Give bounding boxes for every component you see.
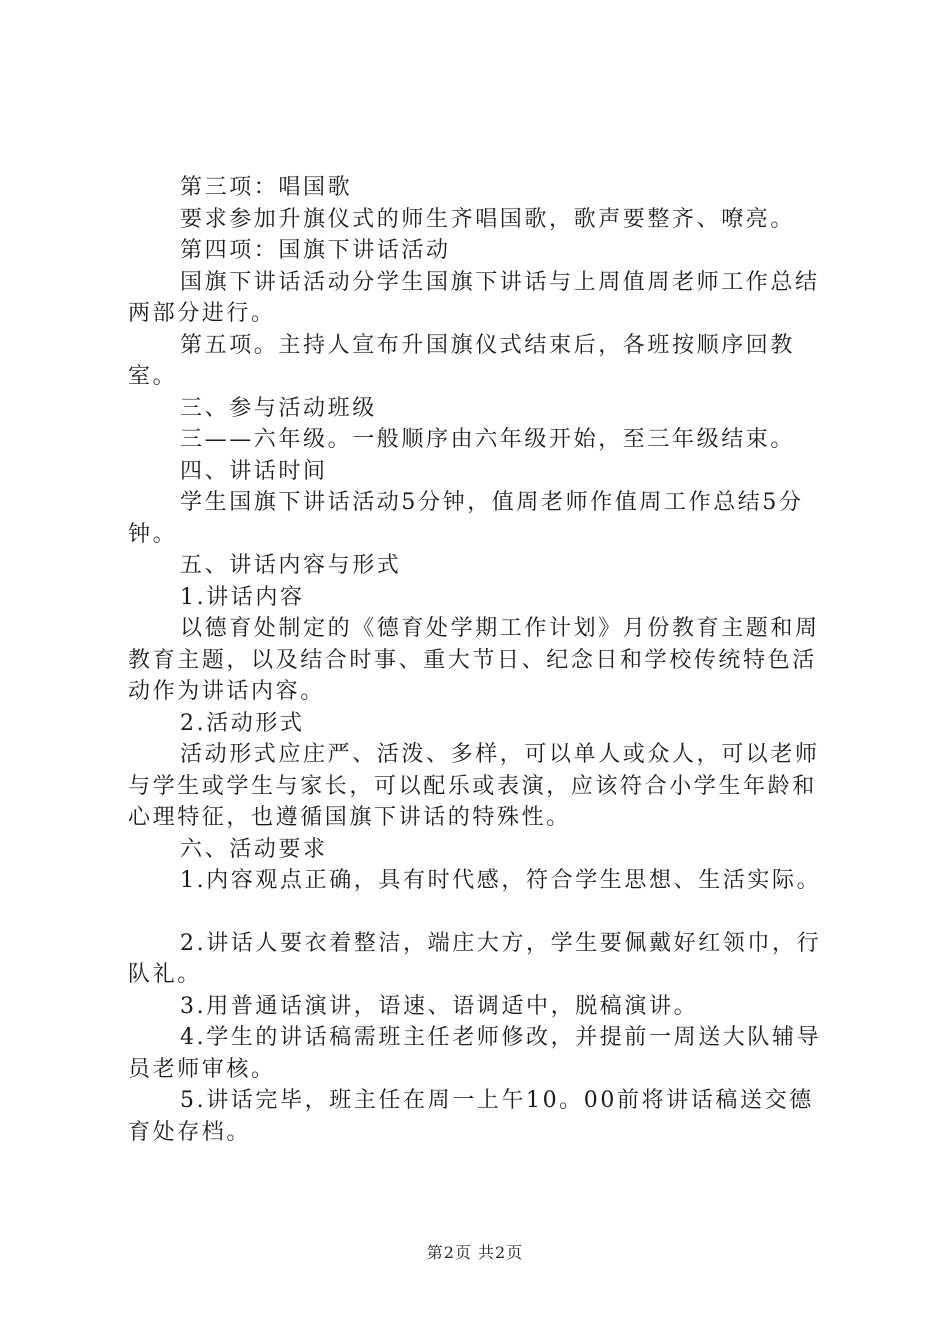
section-heading-time: 四、讲话时间 (180, 458, 328, 484)
section-heading-classes: 三、参与活动班级 (180, 395, 377, 421)
requirement-4: 4.学生的讲话稿需班主任老师修改，并提前一周送大队辅导员老师审核。 (128, 1025, 822, 1082)
page-footer: 第2页 共2页 (426, 1243, 524, 1262)
requirement-5: 5.讲话完毕，班主任在周一上午10。00前将讲话稿送交德育处存档。 (128, 1088, 814, 1145)
subheading-form: 2.活动形式 (180, 710, 305, 736)
paragraph-sing-anthem: 要求参加升旗仪式的师生齐唱国歌，歌声要整齐、嘹亮。 (180, 206, 796, 232)
document-body (128, 172, 838, 1148)
paragraph-item-4-heading: 第四项：国旗下讲话活动 (180, 238, 451, 263)
paragraph-classes: 三——六年级。一般顺序由六年级开始，至三年级结束。 (180, 427, 796, 452)
requirement-2: 2.讲话人要衣着整洁，端庄大方，学生要佩戴好红领巾，行队礼。 (128, 930, 822, 987)
requirement-3: 3.用普通话演讲，语速、语调适中，脱稿演讲。 (180, 993, 699, 1019)
subheading-content: 1.讲话内容 (180, 584, 305, 610)
paragraph-time: 学生国旗下讲话活动5分钟，值周老师作值周工作总结5分钟。 (128, 490, 804, 547)
section-heading-content-form: 五、讲话内容与形式 (180, 553, 402, 578)
section-heading-requirements: 六、活动要求 (180, 836, 328, 862)
requirement-1: 1.内容观点正确，具有时代感，符合学生思想、生活实际。 (180, 868, 822, 893)
blank-line (128, 897, 838, 928)
paragraph-item-3-heading: 第三项：唱国歌 (180, 175, 353, 200)
paragraph-content: 以德育处制定的《德育处学期工作计划》月份教育主题和周教育主题，以及结合时事、重大节日、纪念日和学校传统特色活动作为讲话内容。 (128, 616, 820, 704)
paragraph-speech-parts: 国旗下讲话活动分学生国旗下讲话与上周值周老师工作总结两部分进行。 (128, 269, 820, 326)
paragraph-form: 活动形式应庄严、活泼、多样，可以单人或众人，可以老师与学生或学生与家长，可以配乐或表演，应该符合小学生年龄和心理特征，也遵循国旗下讲话的特殊性。 (128, 742, 820, 830)
paragraph-item-5: 第五项。主持人宣布升国旗仪式结束后，各班按顺序回教室。 (128, 332, 796, 389)
